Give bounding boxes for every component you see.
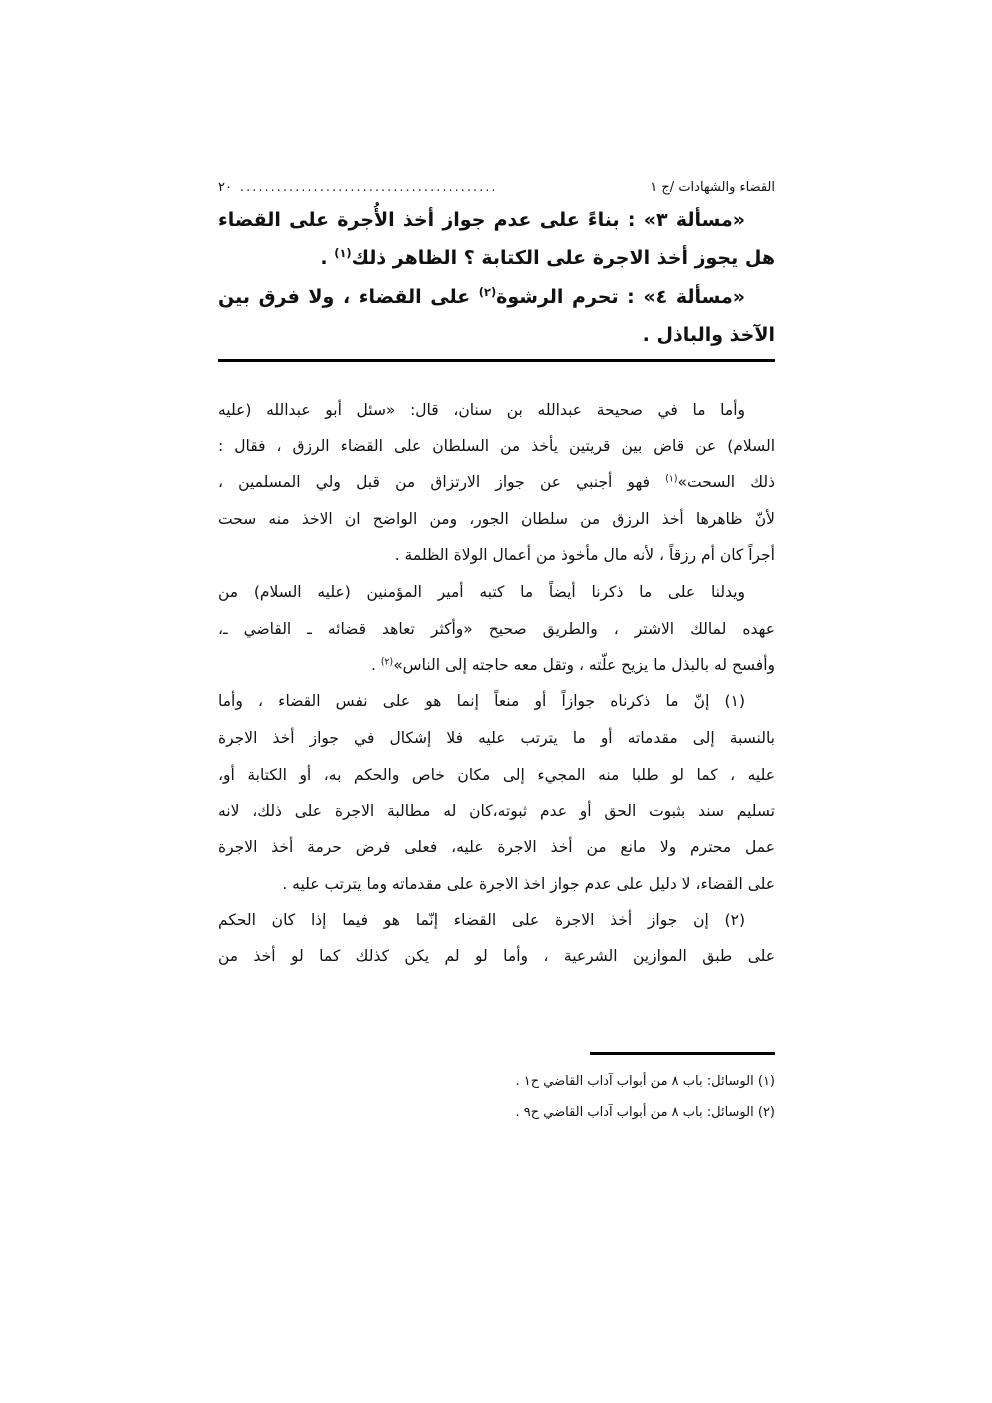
text: . bbox=[320, 247, 335, 269]
commentary-line: أجراً كان أم رزقاً ، لأنه مال مأخوذ من أعمال الولاة الظلمة . bbox=[394, 546, 775, 564]
commentary-line: وأما ما في صحيحة عبدالله بن سنان، قال: «سئل أبو عبدالله (عليه bbox=[218, 401, 745, 419]
commentary-line: ويدلنا على ما ذكرنا أيضاً ما كتبه أمير المؤمنين (عليه السلام) من bbox=[218, 583, 745, 601]
commentary-line: على طبق الموازين الشرعية ، وأما لو لم يكن كذلك كما لو أخذ من bbox=[218, 947, 775, 965]
commentary-line: السلام) عن قاض بين قريتين يأخذ من السلطان على القضاء الرزق ، فقال : bbox=[218, 437, 775, 455]
running-header bbox=[218, 176, 775, 198]
main-text-line: «مسألة ٣» : بناءً على عدم جواز أخذ الأُجرة على القضاء bbox=[218, 209, 745, 231]
commentary-line: عمل محترم ولا مانع من أخذ الاجرة عليه، فعلى فرض حرمة أخذ الاجرة bbox=[218, 838, 775, 856]
commentary-line: على القضاء، لا دليل على عدم جواز اخذ الاجرة على مقدماته وما يترتب عليه . bbox=[282, 875, 775, 893]
footnote-divider bbox=[590, 1052, 775, 1055]
running-title: القضاء والشهادات /ج ١ bbox=[650, 179, 775, 195]
footnote: (٢) الوسائل: باب ٨ من أبواب آداب القاضي ح٩ . bbox=[515, 1105, 775, 1120]
text: «مسألة ٤» : تحرم الرشوة bbox=[496, 286, 745, 308]
text: فهو أجنبي عن جواز الارتزاق من قبل ولي المسلمين ، bbox=[218, 473, 666, 491]
main-text-line bbox=[218, 242, 775, 274]
section-divider bbox=[218, 359, 775, 362]
commentary-line: عليه ، كما لو طلبا منه المجيء إلى مكان خاص والحكم به، أو الكتابة أو، bbox=[218, 766, 775, 784]
text: . bbox=[371, 656, 381, 674]
footnote-ref: (٢) bbox=[478, 285, 497, 300]
text: وأفسح له بالبذل ما يزيح علّته ، وتقل معه حاجته إلى الناس» bbox=[393, 656, 775, 674]
main-text-line: الآخذ والباذل . bbox=[642, 324, 775, 346]
footnote-ref: (١) bbox=[665, 473, 678, 485]
commentary-line: (٢) إن جواز أخذ الاجرة على القضاء إنّما هو فيما إذا كان الحكم bbox=[218, 911, 745, 929]
page-number: ٢٠ bbox=[218, 179, 232, 195]
commentary-line: تسليم سند بثبوت الحق أو عدم ثبوته،كان له مطالبة الاجرة على ذلك، لانه bbox=[218, 802, 775, 820]
leader-dots: .......................................... bbox=[239, 179, 498, 195]
main-text-line bbox=[218, 281, 775, 313]
commentary-line: (١) إنّ ما ذكرناه جوازاً أو منعاً إنما هو على نفس القضاء ، وأما bbox=[218, 692, 745, 710]
footnote-ref: (٢) bbox=[380, 656, 394, 668]
text: هل يجوز أخذ الاجرة على الكتابة ؟ الظاهر ذلك bbox=[351, 247, 775, 269]
commentary-line bbox=[218, 650, 775, 680]
footnote: (١) الوسائل: باب ٨ من أبواب آداب القاضي ح١ . bbox=[515, 1074, 775, 1089]
text: ذلك السحت» bbox=[677, 473, 775, 491]
text: على القضاء ، ولا فرق بين bbox=[218, 286, 479, 308]
commentary-line: بالنسبة إلى مقدماته أو ما يترتب عليه فلا إشكال في جواز أخذ الاجرة bbox=[218, 729, 775, 747]
commentary-line: عهده لمالك الاشتر ، والطريق صحيح «وأكثر تعاهد قضائه ـ القاضي ـ، bbox=[218, 620, 775, 638]
footnote-ref: (١) bbox=[334, 246, 352, 261]
commentary-line bbox=[218, 467, 775, 497]
commentary-line: لأنّ ظاهرها أخذ الرزق من سلطان الجور، ومن الواضح ان الاخذ منه سحت bbox=[218, 510, 775, 528]
